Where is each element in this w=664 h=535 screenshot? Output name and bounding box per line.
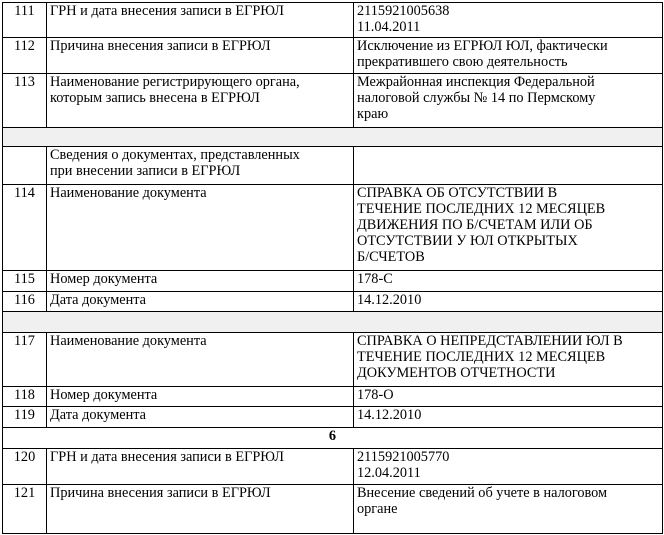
value-line: ДОКУМЕНТОВ ОТЧЕТНОСТИ <box>357 365 556 381</box>
row-number: 120 <box>3 449 47 485</box>
value-line: 12.04.2011 <box>357 465 421 481</box>
row-number: 118 <box>3 387 47 407</box>
field-label: Дата документа <box>47 407 354 428</box>
table-row <box>3 387 663 407</box>
row-number: 114 <box>3 185 47 271</box>
page-number-row <box>3 428 663 449</box>
row-number: 119 <box>3 407 47 428</box>
table-row <box>3 271 663 292</box>
field-value: 14.12.2010 <box>354 292 663 312</box>
field-label: Наименование документа <box>47 185 354 271</box>
value-line: Исключение из ЕГРЮЛ ЮЛ, фактически <box>357 38 608 54</box>
value-line: 2115921005638 <box>357 3 450 19</box>
value-line: ТЕЧЕНИЕ ПОСЛЕДНИХ 12 МЕСЯЦЕВ <box>357 201 606 217</box>
field-label: Причина внесения записи в ЕГРЮЛ <box>47 38 354 74</box>
label-line: Наименование регистрирующего органа, <box>50 74 300 90</box>
value-line: СПРАВКА ОБ ОТСУТСТВИИ В <box>357 185 558 201</box>
separator-row <box>3 312 663 333</box>
field-label: Причина внесения записи в ЕГРЮЛ <box>47 485 354 534</box>
empty-cell <box>3 147 47 185</box>
field-value <box>354 38 663 74</box>
row-number: 115 <box>3 271 47 292</box>
empty-cell <box>354 147 663 185</box>
row-number: 112 <box>3 38 47 74</box>
field-label: Номер документа <box>47 271 354 292</box>
value-line: СПРАВКА О НЕПРЕДСТАВЛЕНИИ ЮЛ В <box>357 333 623 349</box>
field-label: ГРН и дата внесения записи в ЕГРЮЛ <box>47 3 354 38</box>
field-label: Номер документа <box>47 387 354 407</box>
table-row <box>3 449 663 485</box>
field-value: 14.12.2010 <box>354 407 663 428</box>
label-line: которым запись внесена в ЕГРЮЛ <box>50 90 260 106</box>
section-line: при внесении записи в ЕГРЮЛ <box>50 163 241 179</box>
value-line: прекратившего свою деятельность <box>357 54 568 70</box>
value-line: ДВИЖЕНИЯ ПО Б/СЧЕТАМ ИЛИ ОБ <box>357 217 593 233</box>
value-line: 2115921005770 <box>357 449 450 465</box>
table-row <box>3 407 663 428</box>
value-line: органе <box>357 501 398 517</box>
field-value <box>354 333 663 387</box>
empty-cell <box>3 128 663 147</box>
field-value <box>354 3 663 38</box>
value-line: 11.04.2011 <box>357 19 421 35</box>
value-line: Межрайонная инспекция Федеральной <box>357 74 595 90</box>
section-line: Сведения о документах, представленных <box>50 147 300 163</box>
field-label <box>47 74 354 128</box>
section-title <box>47 147 354 185</box>
empty-cell <box>3 312 663 333</box>
table-row <box>3 292 663 312</box>
value-line: ОТСУТСТВИИ У ЮЛ ОТКРЫТЫХ <box>357 233 578 249</box>
value-line: Б/СЧЕТОВ <box>357 249 425 265</box>
table-row <box>3 38 663 74</box>
field-value <box>354 185 663 271</box>
field-label: ГРН и дата внесения записи в ЕГРЮЛ <box>47 449 354 485</box>
value-line: налоговой службы № 14 по Пермскому <box>357 90 596 106</box>
field-value: 178-О <box>354 387 663 407</box>
row-number: 117 <box>3 333 47 387</box>
row-number: 121 <box>3 485 47 534</box>
table-row <box>3 185 663 271</box>
table-row <box>3 485 663 534</box>
row-number: 111 <box>3 3 47 38</box>
field-value <box>354 485 663 534</box>
egrul-extract-table <box>2 2 663 534</box>
field-label: Наименование документа <box>47 333 354 387</box>
table-row <box>3 74 663 128</box>
page-number: 6 <box>3 428 663 449</box>
field-value <box>354 449 663 485</box>
table-row <box>3 3 663 38</box>
value-line: Внесение сведений об учете в налоговом <box>357 485 608 501</box>
value-line: краю <box>357 106 389 122</box>
field-value: 178-С <box>354 271 663 292</box>
separator-row <box>3 128 663 147</box>
value-line: ТЕЧЕНИЕ ПОСЛЕДНИХ 12 МЕСЯЦЕВ <box>357 349 606 365</box>
section-row <box>3 147 663 185</box>
table-row <box>3 333 663 387</box>
field-label: Дата документа <box>47 292 354 312</box>
field-value <box>354 74 663 128</box>
row-number: 116 <box>3 292 47 312</box>
row-number: 113 <box>3 74 47 128</box>
